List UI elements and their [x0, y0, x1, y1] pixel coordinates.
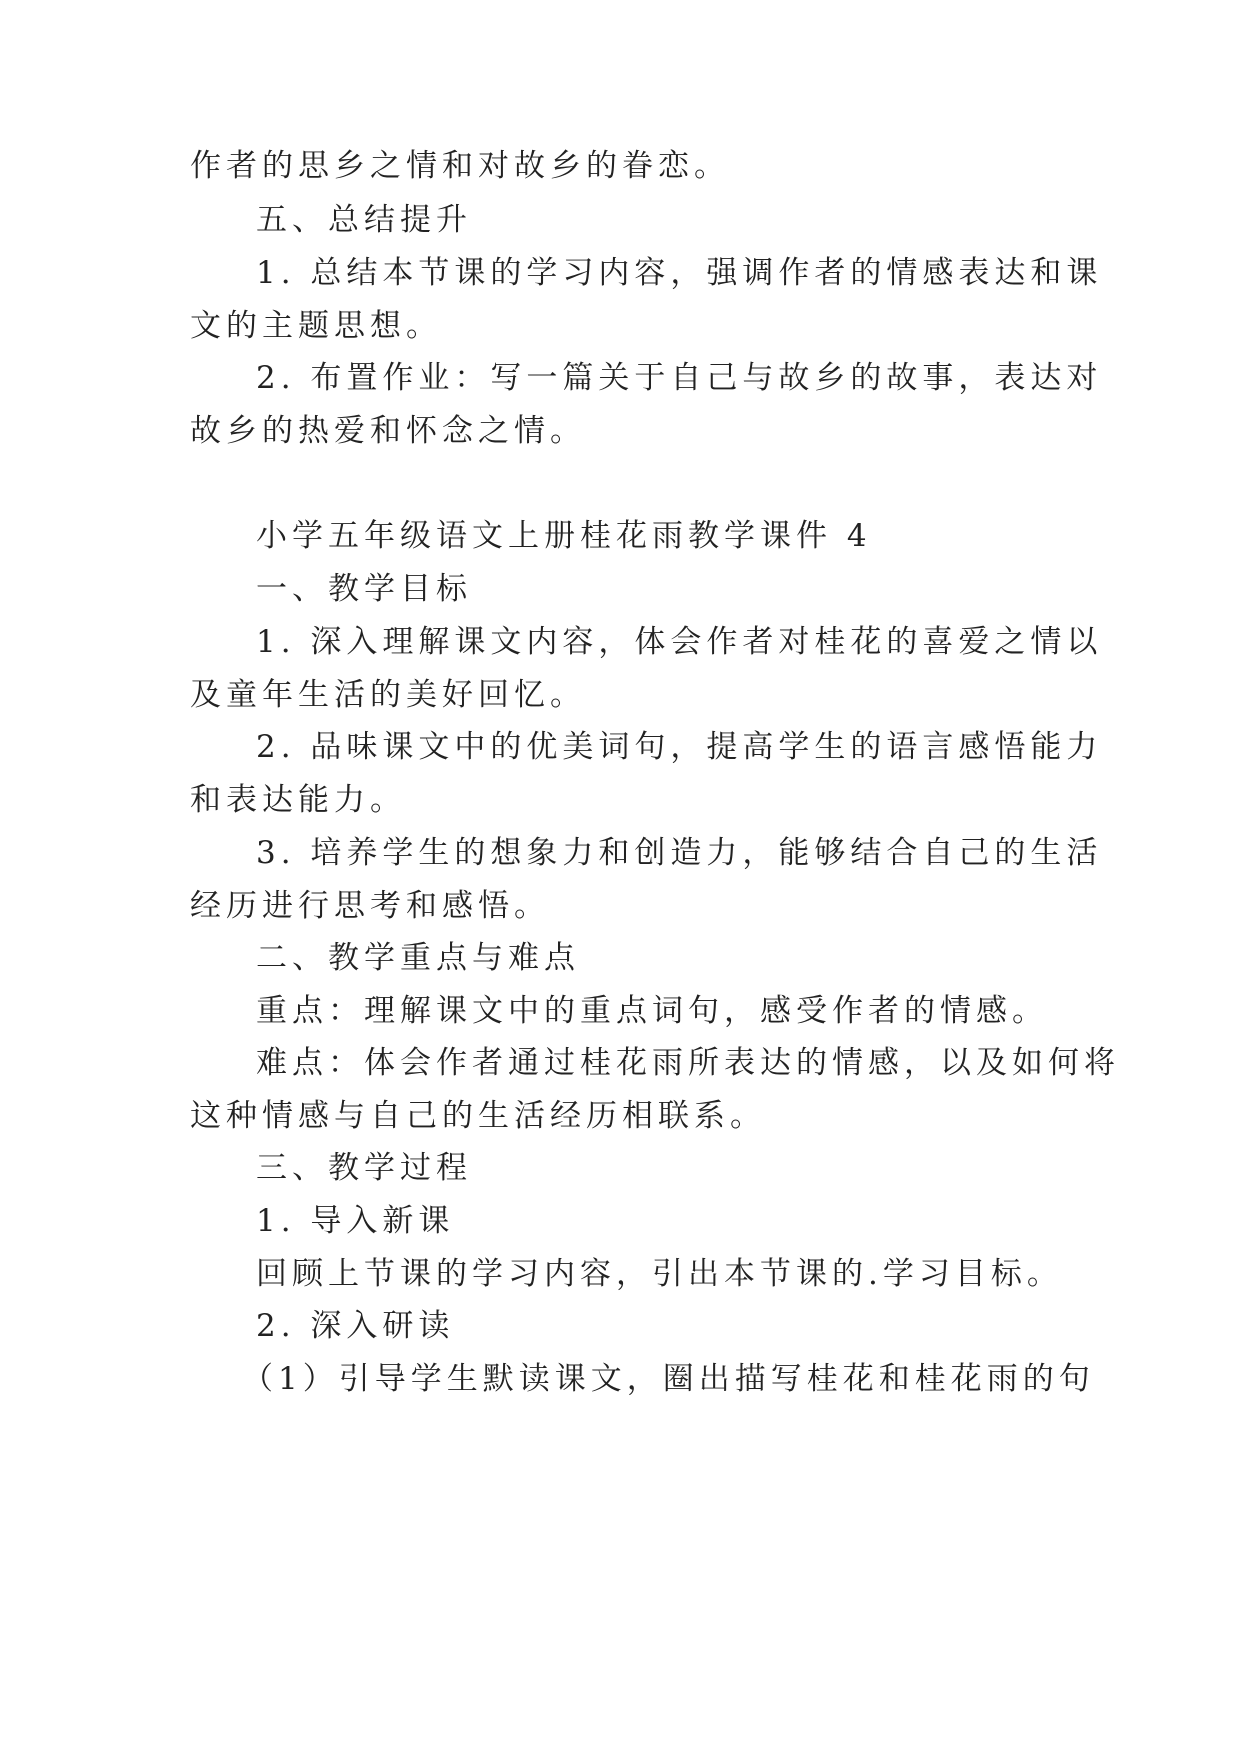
paragraph-line: 故乡的热爱和怀念之情。 [190, 413, 586, 449]
list-item: 2. 布置作业：写一篇关于自己与故乡的故事，表达对 [256, 360, 1103, 396]
section-heading: 二、教学重点与难点 [256, 940, 580, 976]
list-item: 1. 总结本节课的学习内容，强调作者的情感表达和课 [256, 255, 1103, 291]
list-item: 2. 品味课文中的优美词句，提高学生的语言感悟能力 [256, 729, 1103, 765]
list-item: （1）引导学生默读课文，圈出描写桂花和桂花雨的句 [242, 1361, 1095, 1397]
paragraph-line: 和表达能力。 [190, 782, 406, 818]
section-heading: 一、教学目标 [256, 571, 472, 607]
paragraph-line: 作者的思乡之情和对故乡的眷恋。 [190, 148, 730, 184]
list-item: 3. 培养学生的想象力和创造力，能够结合自己的生活 [256, 835, 1103, 871]
paragraph-line: 文的主题思想。 [190, 308, 442, 344]
paragraph-line: 重点：理解课文中的重点词句，感受作者的情感。 [256, 993, 1048, 1029]
paragraph-line: 这种情感与自己的生活经历相联系。 [190, 1098, 766, 1134]
list-item: 2. 深入研读 [256, 1308, 455, 1344]
paragraph-line: 经历进行思考和感悟。 [190, 888, 550, 924]
list-item: 1. 导入新课 [256, 1203, 455, 1239]
list-item: 1. 深入理解课文内容，体会作者对桂花的喜爱之情以 [256, 624, 1103, 660]
paragraph-line: 回顾上节课的学习内容，引出本节课的.学习目标。 [256, 1256, 1063, 1292]
document-title: 小学五年级语文上册桂花雨教学课件 4 [256, 518, 872, 554]
paragraph-line: 及童年生活的美好回忆。 [190, 677, 586, 713]
section-heading: 三、教学过程 [256, 1150, 472, 1186]
paragraph-line: 难点：体会作者通过桂花雨所表达的情感，以及如何将 [256, 1045, 1120, 1081]
section-heading: 五、总结提升 [256, 202, 472, 238]
